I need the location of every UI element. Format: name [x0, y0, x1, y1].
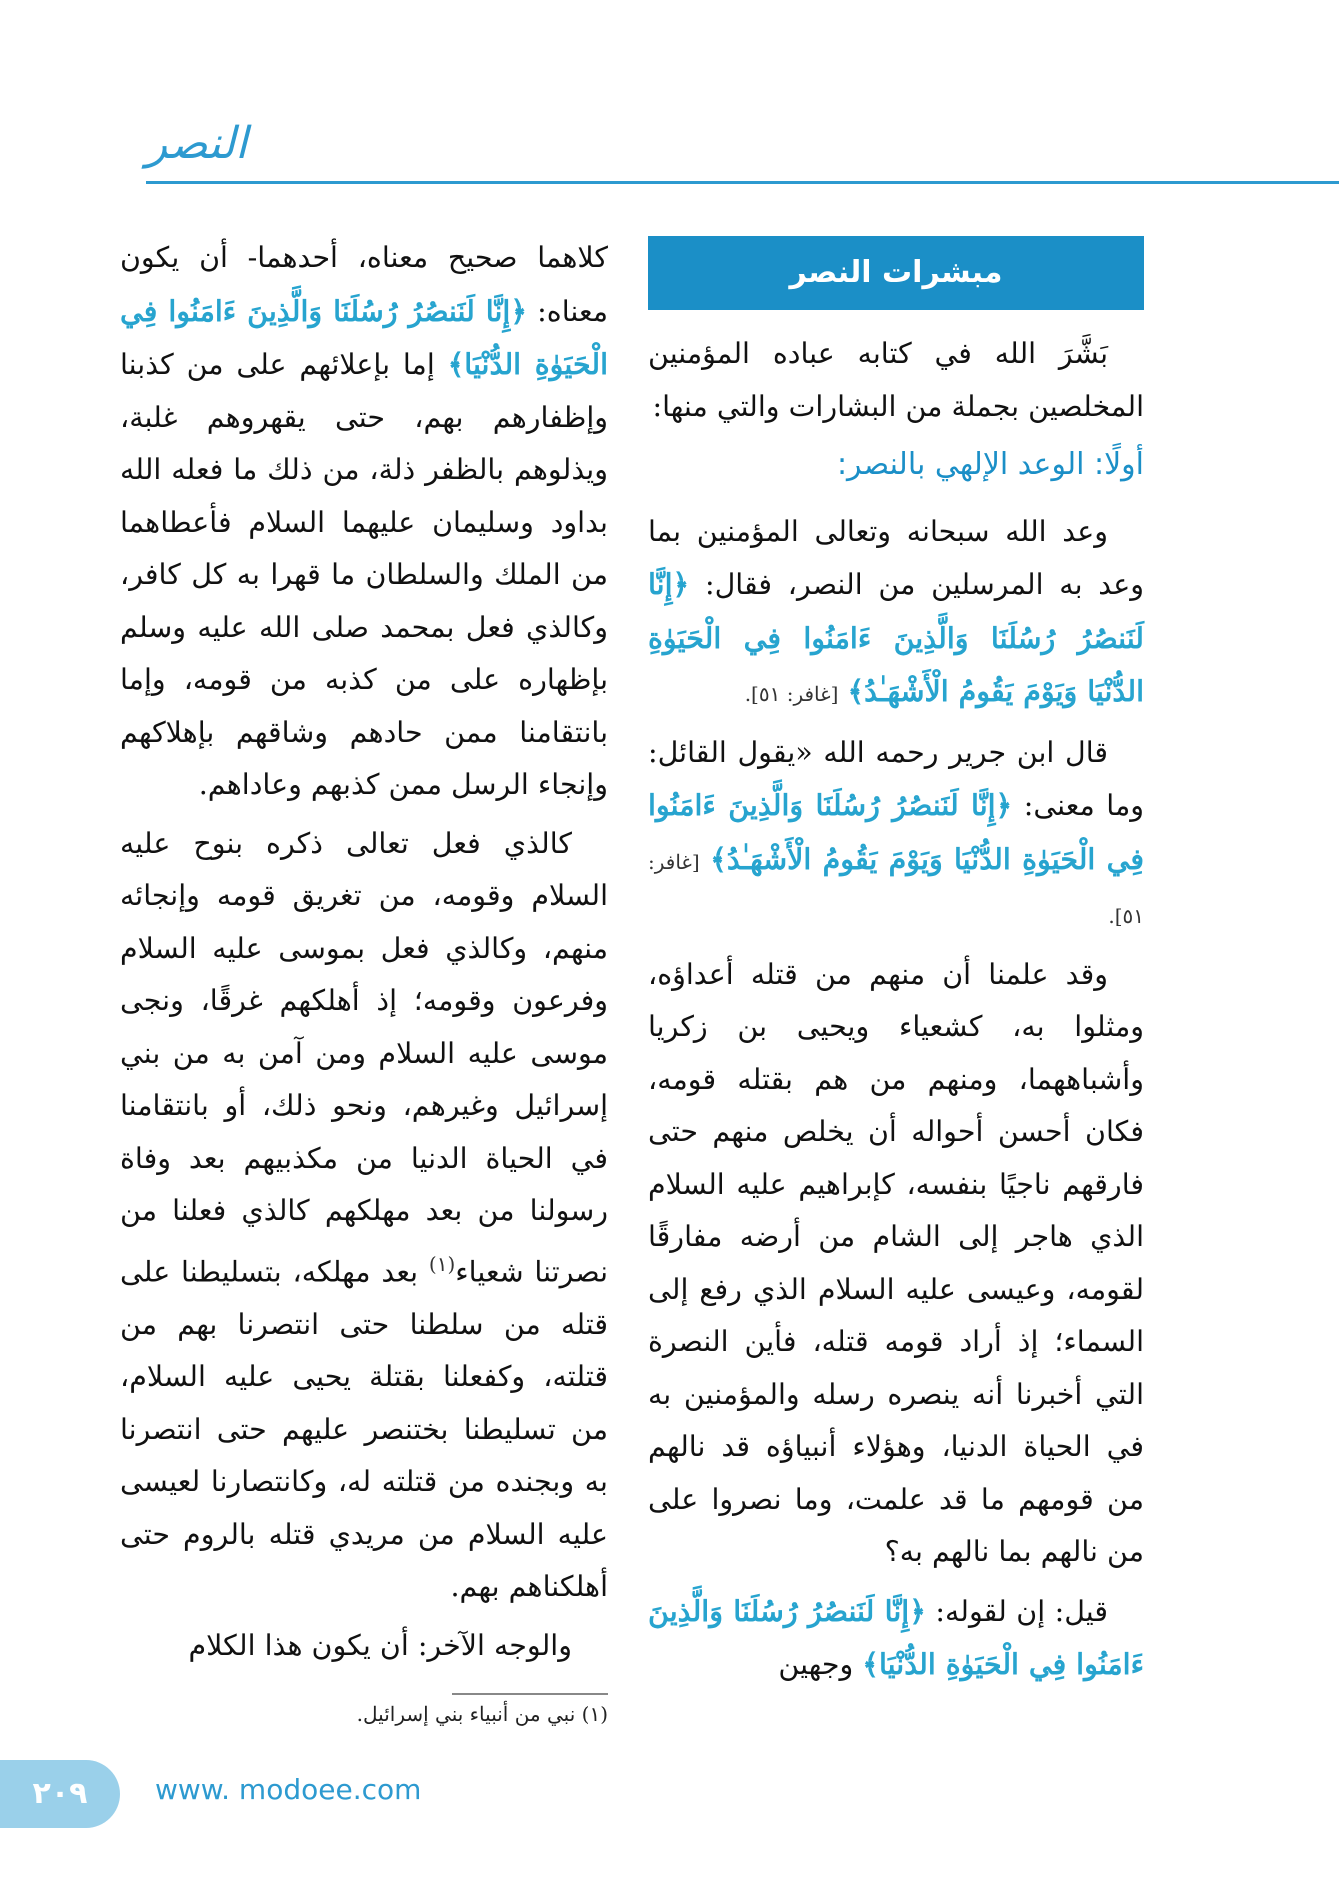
- paragraph-promise: [648, 506, 1144, 721]
- subheading: أولًا: الوعد الإلهي بالنصر:: [836, 447, 1144, 482]
- paragraph-text: قيل: إن لقوله:: [935, 1594, 1108, 1628]
- left-column: [120, 232, 608, 1678]
- section-title-box: مبشرات النصر: [648, 236, 1144, 310]
- footnote: (١) نبي من أنبياء بني إسرائيل.: [356, 1702, 608, 1726]
- footnote-divider: [452, 1693, 608, 1695]
- intro-paragraph: بَشَّرَ الله في كتابه عباده المؤمنين المخلصين بجملة من البشارات والتي منها:: [648, 337, 1144, 423]
- footnote-marker: (١): [428, 1251, 456, 1276]
- paragraph-text: كلاهما صحيح معناه، أحدهما- أن يكون معناه:: [120, 241, 609, 328]
- header-divider: [146, 181, 1339, 184]
- paragraph-first-meaning: [120, 232, 608, 812]
- paragraph-text: إما بإعلائهم على من كذبنا وإظفارهم بهم، حتى يقهروهم غلبة، ويذلوهم بالظفر ذلة، من ذلك ما فعله الله بداود وسليمان عليهما السلام فأعطاهما من الملك والسلطان ما قهرا به كل كافر، وكالذي فعل بمحمد صلى الله عليه وسلم بإظهاره على من كذبه من قومه، وإما بانتقامنا ممن حادهم وشاقهم بإهلاكهم وإنجاء الرسل ممن كذبهم وعاداهم.: [120, 348, 608, 801]
- paragraph-text: كالذي فعل تعالى ذكره بنوح عليه السلام وقومه، من تغريق قومه وإنجائه منهم، وكالذي فعل بموسى عليه السلام وفرعون وقومه؛ إذ أهلكهم غرقًا، ونجى موسى عليه السلام ومن آمن به من بني إسرائيل وغيرهم، ونحو ذلك، أو بانتقامنا في الحياة الدنيا من مكذبيهم بعد وفاة رسولنا من بعد مهلكهم كالذي فعلنا من نصرتنا شعياء: [120, 826, 608, 1288]
- paragraph-answer: [648, 1585, 1144, 1692]
- quran-verse: ﴿إِنَّا لَنَنصُرُ رُسُلَنَا وَالَّذِينَ ءَامَنُوا فِي الْحَيَوٰةِ الدُّنْيَا﴾: [120, 293, 608, 381]
- page-number: ٢٠٩: [0, 1760, 120, 1828]
- paragraph-text: بعد مهلكه، بتسليطنا على قتله من سلطنا حتى انتصرنا بهم من قتلته، وكفعلنا بقتلة يحيى عليه السلام، من تسليطنا بختنصر عليهم حتى انتصرنا به وبجنده من قتلته له، وكانتصارنا لعيسى عليه السلام من مريدي قتله بالروم حتى أهلكناهم بهم.: [120, 1255, 608, 1603]
- verse-reference: [غافر: ٥١].: [648, 849, 1144, 928]
- right-column: [648, 232, 1144, 1698]
- paragraph-text: وعد الله سبحانه وتعالى المؤمنين بما وعد به المرسلين من النصر، فقال:: [648, 514, 1144, 601]
- website-link[interactable]: www. modoee.com: [155, 1773, 422, 1806]
- verse-reference: [غافر: ٥١].: [744, 682, 839, 706]
- quran-verse: ﴿إِنَّا لَنَنصُرُ رُسُلَنَا وَالَّذِينَ ءَامَنُوا فِي الْحَيَوٰةِ الدُّنْيَا وَيَوْمَ يَقُومُ الْأَشْهَـٰدُ﴾: [648, 567, 1144, 708]
- paragraph-text: قال ابن جرير رحمه الله «يقول القائل: وما معنى:: [648, 735, 1144, 822]
- paragraph-question: وقد علمنا أن منهم من قتله أعداؤه، ومثلوا به، كشعياء ويحيى بن زكريا وأشباههما، ومنهم من هم بقتله قومه، فكان أحسن أحواله أن يخلص منهم حتى فارقهم ناجيًا بنفسه، كإبراهيم عليه السلام الذي هاجر إلى الشام من أرضه مفارقًا لقومه، وعيسى عليه السلام الذي رفع إلى السماء؛ إذ أراد قومه قتله، فأين النصرة التي أخبرنا أنه ينصره رسله والمؤمنين به في الحياة الدنيا، وهؤلاء أنبياؤه قد نالهم من قومهم ما قد علمت، وما نصروا على من نالهم بما نالهم به؟: [648, 957, 1144, 1568]
- quran-verse: ﴿إِنَّا لَنَنصُرُ رُسُلَنَا وَالَّذِينَ ءَامَنُوا فِي الْحَيَوٰةِ الدُّنْيَا وَيَوْمَ يَقُومُ الْأَشْهَـٰدُ﴾: [648, 788, 1145, 876]
- paragraph-text: وجهين: [778, 1648, 854, 1681]
- running-header-title: النصر: [146, 118, 248, 169]
- paragraph-ibn-jarir: [648, 727, 1144, 943]
- quran-verse: ﴿إِنَّا لَنَنصُرُ رُسُلَنَا وَالَّذِينَ ءَامَنُوا فِي الْحَيَوٰةِ الدُّنْيَا﴾: [648, 1593, 1144, 1681]
- paragraph-examples: [120, 818, 608, 1614]
- paragraph-second-meaning: والوجه الآخر: أن يكون هذا الكلام: [188, 1628, 572, 1662]
